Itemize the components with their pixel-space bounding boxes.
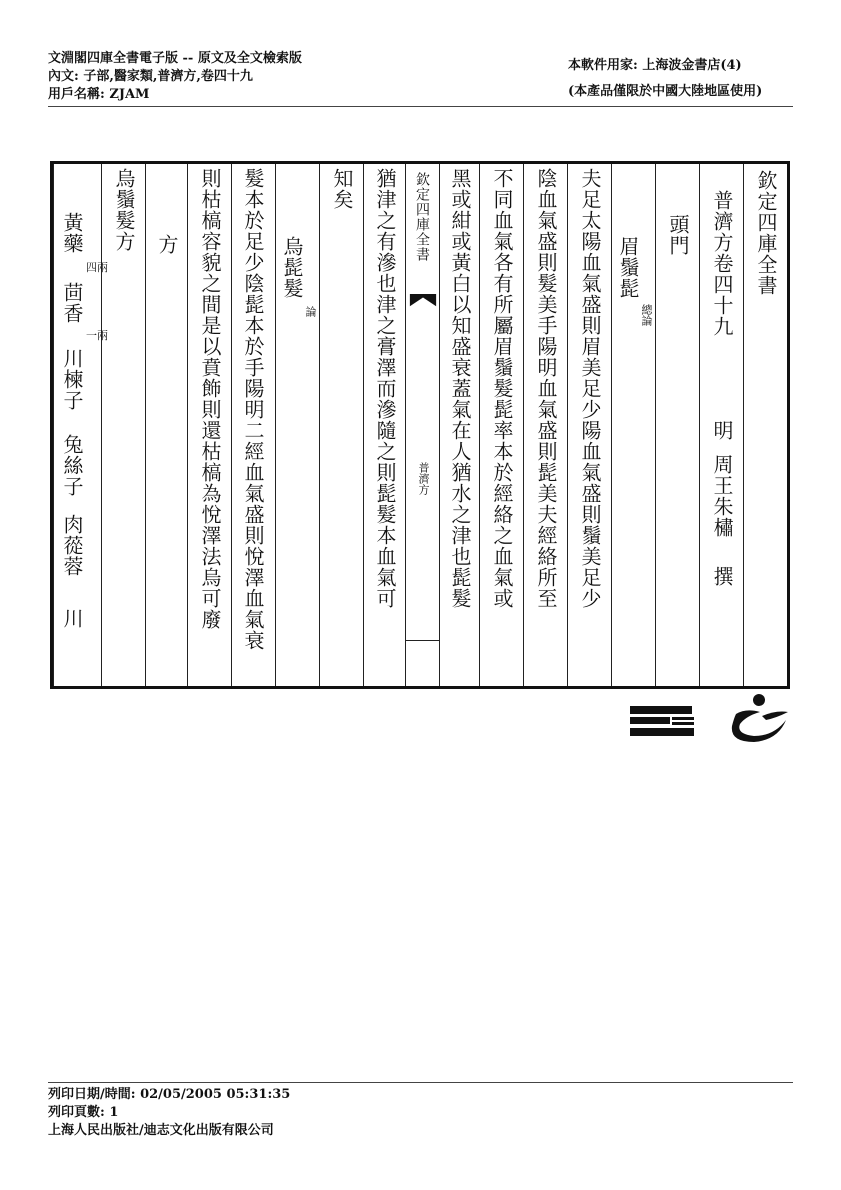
text-column [101, 164, 145, 686]
body-text: 夫足太陽血氣盛則眉美足少陽血氣盛則鬚美足少 [578, 168, 602, 609]
center-book-title: 欽定四庫全書 [414, 172, 430, 262]
prescription-name: 烏鬚髮方 [112, 168, 136, 252]
dynasty: 明 [710, 420, 734, 441]
ingredient: 肉蓯蓉 [60, 514, 84, 577]
author-role: 撰 [710, 566, 734, 587]
ingredient: 川楝子 [60, 348, 84, 411]
fishtail-mark [408, 294, 438, 308]
footer-divider [48, 1082, 793, 1083]
header-region-note: (本產品僅限於中國大陸地區使用) [568, 84, 763, 99]
body-text: 知矣 [330, 168, 354, 210]
text-column [655, 164, 699, 686]
topic-heading: 烏髭髮 [280, 236, 304, 299]
text-column [275, 164, 319, 686]
book-page-frame [50, 161, 790, 689]
text-column [611, 164, 655, 686]
prescription-label: 方 [155, 234, 179, 255]
publisher-credit: 上海人民出版社/迪志文化出版有限公司 [48, 1123, 274, 1138]
author: 周王朱橚 [710, 454, 734, 538]
header-content-path: 內文: 子部,醫家類,普濟方,卷四十九 [48, 69, 253, 84]
text-column [479, 164, 523, 686]
footer [48, 1086, 290, 1140]
text-column [439, 164, 479, 686]
ingredient: 黃藥 [60, 212, 84, 254]
body-text: 髮本於足少陰髭本於手陽明二經血氣盛則悅澤血氣衰 [241, 168, 265, 651]
text-column [187, 164, 231, 686]
header-divider [48, 106, 793, 107]
chapter-title: 普濟方卷四十九 [710, 190, 734, 337]
text-column [523, 164, 567, 686]
text-column [53, 164, 108, 686]
book-title: 欽定四庫全書 [754, 170, 778, 296]
center-book-subtitle: 普濟方 [417, 462, 430, 495]
header-title: 文淵閣四庫全書電子版 -- 原文及全文檢索版 [48, 51, 302, 66]
section-label: 頭門 [666, 214, 690, 256]
text-column [231, 164, 275, 686]
text-column [145, 164, 187, 686]
dizhi-logo-icon [726, 690, 792, 746]
topic-heading: 眉鬚髭 [616, 236, 640, 299]
publisher-logo-icon [628, 702, 698, 742]
ingredient-dose: 四兩 [86, 261, 108, 274]
body-text: 陰血氣盛則髮美手陽明血氣盛則髭美夫經絡所至 [534, 168, 558, 609]
body-text: 黑或紺或黃白以知盛衰蓋氣在人猶水之津也髭髮 [448, 168, 472, 609]
ingredient: 茴香 [60, 282, 84, 324]
header-right [568, 57, 762, 101]
print-datetime: 列印日期/時間: 02/05/2005 05:31:35 [48, 1087, 291, 1102]
ingredient: 兔絲子 [60, 434, 84, 497]
center-fold-line [406, 640, 439, 641]
body-text: 猶津之有滲也津之膏澤而滲隨之則髭髮本血氣可 [373, 168, 397, 609]
text-column [743, 164, 787, 686]
body-text: 則枯槁容貌之間是以賁飾則還枯槁為悅澤法烏可廢 [198, 168, 222, 630]
header-licensee: 本軟件用家: 上海波金書店(4) [568, 58, 742, 73]
topic-heading-note: 總論 [640, 304, 653, 326]
header-username: 用戶名稱: ZJAM [48, 87, 150, 102]
print-page-count: 列印頁數: 1 [48, 1105, 119, 1120]
topic-heading-note: 論 [304, 306, 317, 317]
text-column [363, 164, 405, 686]
ingredient: 川 [60, 608, 84, 629]
ingredient-dose: 一兩 [86, 329, 108, 342]
text-column [699, 164, 743, 686]
center-fold-column [405, 164, 439, 686]
header-left [48, 50, 302, 104]
text-column [567, 164, 611, 686]
text-column [319, 164, 363, 686]
body-text: 不同血氣各有所屬眉鬚髮髭率本於經絡之血氣或 [490, 168, 514, 609]
